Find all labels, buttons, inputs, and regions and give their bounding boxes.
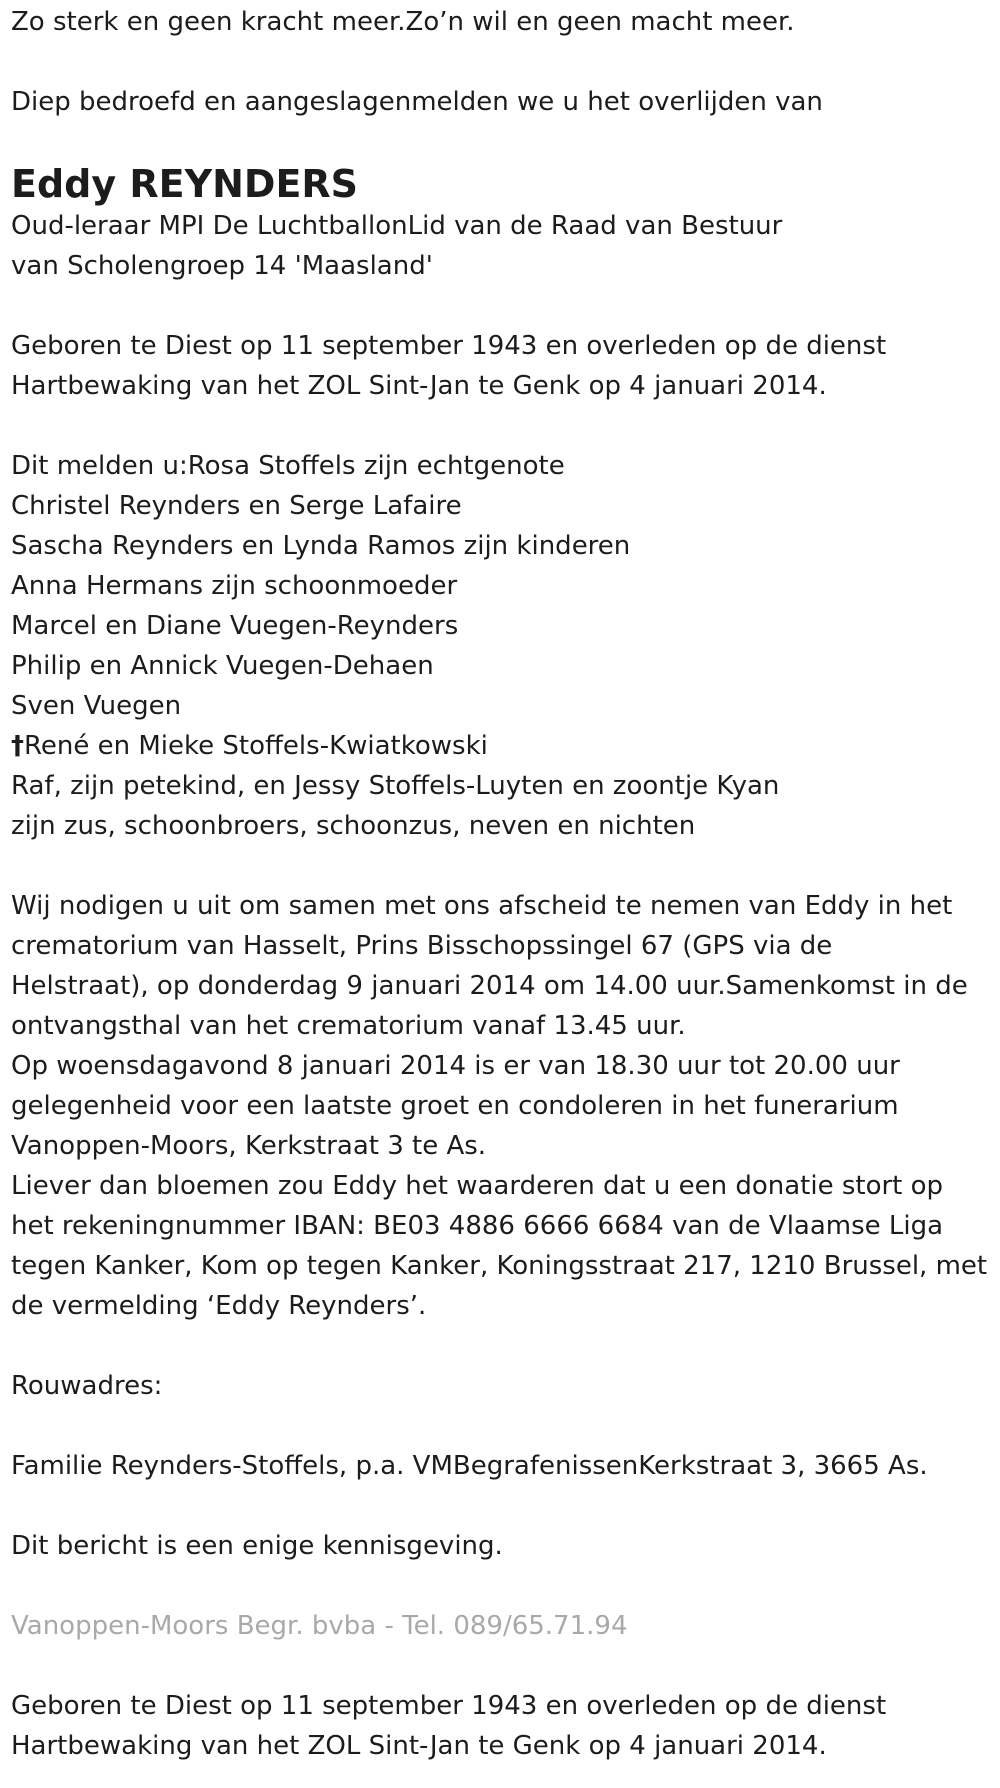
- address-heading: Rouwadres:: [11, 1371, 163, 1401]
- birth-death-repeat-block: [11, 1686, 991, 1766]
- invitation-line: Op woensdagavond 8 januari 2014 is er van 18.30 uur tot 20.00 uur: [11, 1051, 900, 1081]
- invitation-line: het rekeningnummer IBAN: BE03 4886 6666 6684 van de Vlaamse Liga: [11, 1211, 944, 1241]
- role-line: Oud-leraar MPI De LuchtballonLid van de Raad van Bestuur: [11, 211, 783, 241]
- family-line: Raf, zijn petekind, en Jessy Stoffels-Luyten en zoontje Kyan: [11, 771, 780, 801]
- birth-death-block: [11, 326, 991, 406]
- opening-verse-block: [11, 2, 991, 42]
- invitation-line: Helstraat), op donderdag 9 januari 2014 om 14.00 uur.Samenkomst in de: [11, 971, 968, 1001]
- invitation-line: Vanoppen-Moors, Kerkstraat 3 te As.: [11, 1131, 487, 1161]
- invitation-line: de vermelding ‘Eddy Reynders’.: [11, 1291, 427, 1321]
- invitation-line: Wij nodigen u uit om samen met ons afscheid te nemen van Eddy in het: [11, 891, 953, 921]
- family-block: [11, 446, 991, 846]
- invitation-line: ontvangsthal van het crematorium vanaf 13.45 uur.: [11, 1011, 686, 1041]
- address-block: [11, 1446, 991, 1486]
- notice-block: [11, 1526, 991, 1566]
- family-line: Christel Reynders en Serge Lafaire: [11, 491, 462, 521]
- invitation-block: [11, 886, 991, 1326]
- announcement-block: [11, 82, 991, 122]
- family-line: Marcel en Diane Vuegen-Reynders: [11, 611, 459, 641]
- birth-death-line: Hartbewaking van het ZOL Sint-Jan te Genk op 4 januari 2014.: [11, 371, 827, 401]
- family-line: Sascha Reynders en Lynda Ramos zijn kinderen: [11, 531, 631, 561]
- birth-death-line: Geboren te Diest op 11 september 1943 en overleden op de dienst: [11, 1691, 887, 1721]
- family-line: Dit melden u:Rosa Stoffels zijn echtgenote: [11, 451, 565, 481]
- notice-text: Dit bericht is een enige kennisgeving.: [11, 1531, 503, 1561]
- undertaker-text: Vanoppen-Moors Begr. bvba - Tel. 089/65.71.94: [11, 1611, 628, 1641]
- role-line: van Scholengroep 14 'Maasland': [11, 251, 433, 281]
- family-line: Anna Hermans zijn schoonmoeder: [11, 571, 458, 601]
- birth-death-line: Hartbewaking van het ZOL Sint-Jan te Genk op 4 januari 2014.: [11, 1731, 827, 1761]
- family-line: zijn zus, schoonbroers, schoonzus, neven en nichten: [11, 811, 696, 841]
- invitation-line: crematorium van Hasselt, Prins Bisschopssingel 67 (GPS via de: [11, 931, 833, 961]
- deceased-name: Eddy REYNDERS: [11, 162, 359, 206]
- invitation-line: Liever dan bloemen zou Eddy het waarderen dat u een donatie stort op: [11, 1171, 944, 1201]
- announcement-text: Diep bedroefd en aangeslagenmelden we u het overlijden van: [11, 87, 823, 117]
- invitation-line: tegen Kanker, Kom op tegen Kanker, Koningsstraat 217, 1210 Brussel, met: [11, 1251, 988, 1281]
- deceased-block: [11, 162, 991, 286]
- address-heading-block: [11, 1366, 991, 1406]
- address-line: Familie Reynders-Stoffels, p.a. VMBegrafenissenKerkstraat 3, 3665 As.: [11, 1451, 928, 1481]
- undertaker-block: [11, 1606, 991, 1646]
- birth-death-line: Geboren te Diest op 11 september 1943 en overleden op de dienst: [11, 331, 887, 361]
- family-line: Sven Vuegen: [11, 691, 182, 721]
- opening-verse: Zo sterk en geen kracht meer.Zo’n wil en geen macht meer.: [11, 7, 795, 37]
- cross-line-text: René en Mieke Stoffels-Kwiatkowski: [24, 731, 488, 761]
- invitation-line: gelegenheid voor een laatste groet en condoleren in het funerarium: [11, 1091, 899, 1121]
- family-line-deceased: [11, 726, 991, 766]
- cross-icon: †: [11, 731, 24, 761]
- family-line: Philip en Annick Vuegen-Dehaen: [11, 651, 434, 681]
